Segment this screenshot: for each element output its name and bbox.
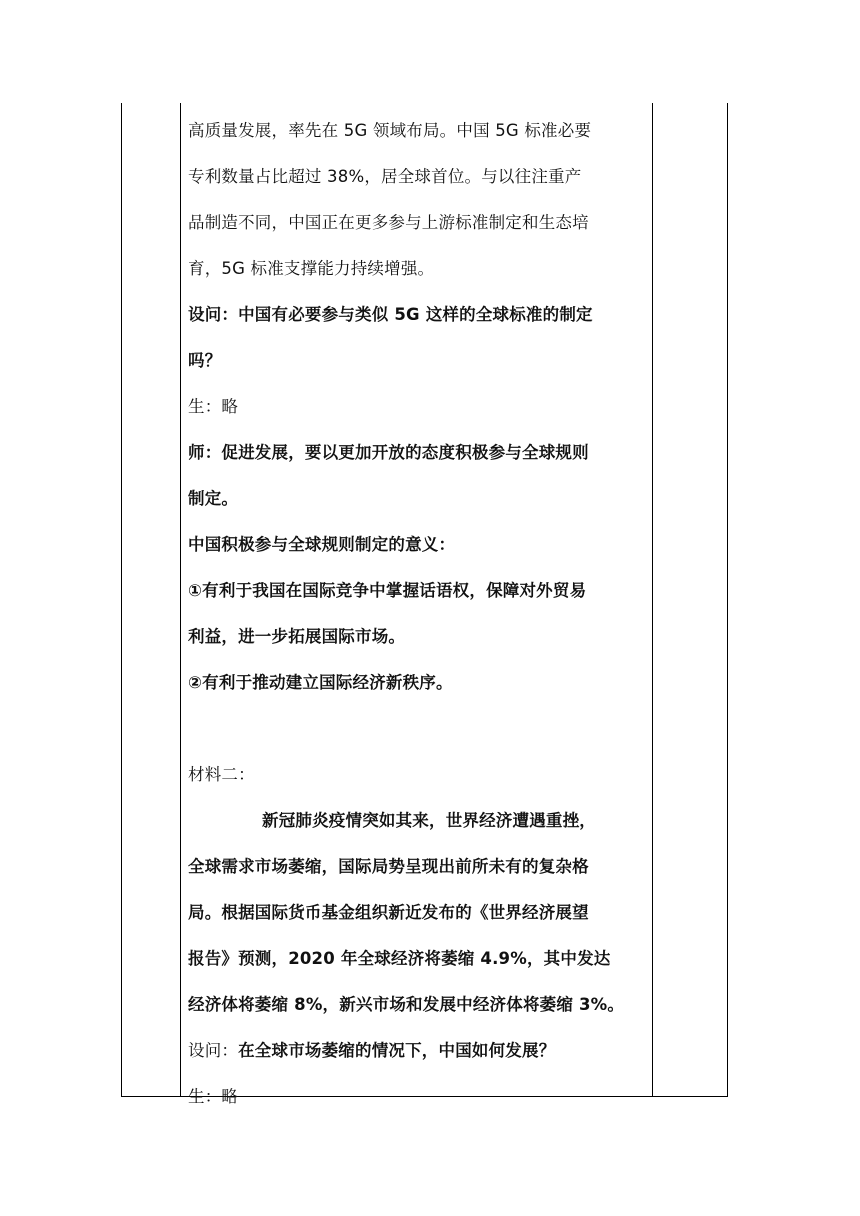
question-line: 设问：中国有必要参与类似 5G 这样的全球标准的制定 [188, 305, 593, 324]
material-two-line: 全球需求市场萎缩，国际局势呈现出前所未有的复杂格 [188, 857, 589, 876]
material-two-question [188, 1028, 648, 1074]
student-answer: 生：略 [188, 397, 239, 416]
text-line: 育，5G 标准支撑能力持续增强。 [188, 259, 435, 278]
table-border-left [121, 103, 122, 1097]
material-two-line: 报告》预测，2020 年全球经济将萎缩 4.9%，其中发达 [188, 949, 611, 968]
material-two-answer: 生：略 [188, 1087, 239, 1106]
significance-point: ②有利于推动建立国际经济新秩序。 [188, 673, 453, 692]
table-border-col1 [180, 103, 181, 1097]
significance-point: 利益，进一步拓展国际市场。 [188, 627, 406, 646]
spacer [188, 706, 648, 752]
teacher-line: 制定。 [188, 489, 239, 508]
lesson-content-cell [188, 108, 648, 1120]
material-two-heading: 材料二： [188, 765, 255, 784]
material-two-line: 经济体将萎缩 8%，新兴市场和发展中经济体将萎缩 3%。 [188, 995, 625, 1014]
table-border-col2 [652, 103, 653, 1097]
material-two-line: 局。根据国际货币基金组织新近发布的《世界经济展望 [188, 903, 589, 922]
text-line: 高质量发展，率先在 5G 领域布局。中国 5G 标准必要 [188, 121, 592, 140]
teacher-line: 师：促进发展，要以更加开放的态度积极参与全球规则 [188, 443, 589, 462]
table-border-right [727, 103, 728, 1097]
significance-heading: 中国积极参与全球规则制定的意义： [188, 535, 456, 554]
question-prefix: 设问： [188, 1041, 239, 1060]
text-line: 品制造不同，中国正在更多参与上游标准制定和生态培 [188, 213, 589, 232]
significance-point: ①有利于我国在国际竞争中掌握话语权，保障对外贸易 [188, 581, 587, 600]
material-two-line: 新冠肺炎疫情突如其来，世界经济遭遇重挫， [262, 811, 596, 830]
question-line: 吗？ [188, 351, 222, 370]
text-line: 专利数量占比超过 38%，居全球首位。与以往注重产 [188, 167, 582, 186]
question-text: 在全球市场萎缩的情况下，中国如何发展？ [238, 1041, 556, 1060]
